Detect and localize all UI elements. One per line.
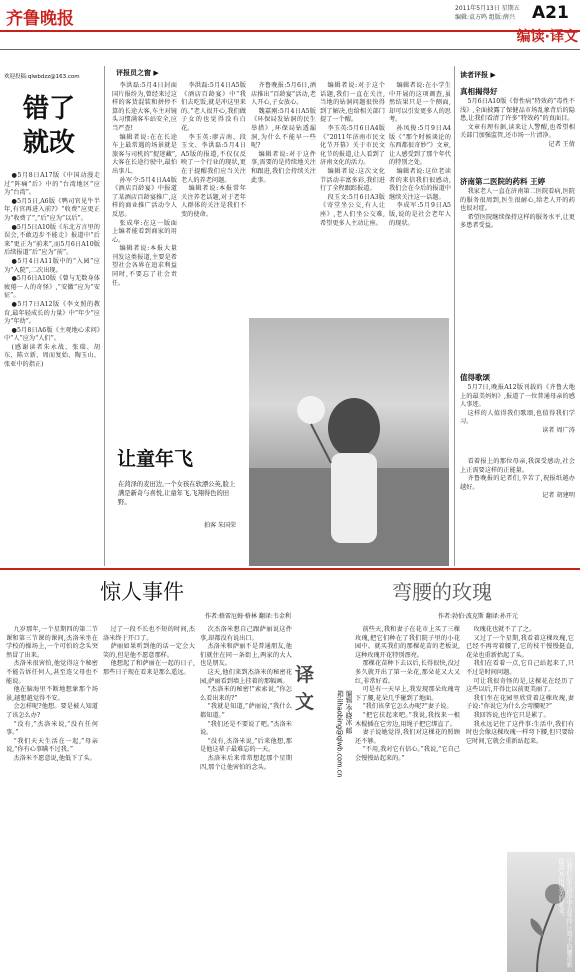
photo-title: 让童年飞 bbox=[117, 448, 194, 470]
feature-right-column-1: 前些天,我和妻子在花市上买了三棵玫瑰,把它们种在了我们院子里的小花园中。就买我们的那棵花苗的老板说,这种玫瑰开花特别漂亮。 那棵花苗种下去以后,长得很快,没过多久就开出了第一朵花,那朵花又大又红,非常好看。 可是有一天早上,我发现那朵玫瑰弯下了腰,花朵几乎碰到了地面。 “我们该拿它怎么办呢?”妻子说。 “把它扶起来吧。”我说,我找来一根木棍插在它旁边,用绳子把它绑直了。 妻子说她觉得,我们对这棵花的照顾还不够。 “不用,我对它有信心。”我说,“它自己会慢慢站起来的。” bbox=[355, 626, 460, 762]
photo-caption: 在菏泽的麦田边,一个女孩在软漂公英,脸上满是新奇与喜悦,让童年飞,飞翔得色的田野。 bbox=[118, 481, 236, 506]
corrections-list bbox=[4, 172, 100, 552]
feature-right-author: 作者:勃伯·波克斯 翻译:孙开元 bbox=[438, 613, 518, 620]
correction-item: ●5月5日,A6版《鸭司官见牛半年,有官再进入前?》“收费”应更正为“收费了”,“后”应为“以后”。 bbox=[4, 197, 100, 222]
column-divider bbox=[104, 66, 105, 566]
letter-title: 济南第二医院的药料 王婷 bbox=[460, 177, 546, 186]
photo-illustration bbox=[249, 318, 449, 566]
newspaper-logo: 齐鲁晚报 bbox=[6, 9, 74, 29]
comment-section-title: 评报员之窗 ▶ bbox=[116, 69, 159, 77]
letter-body: 5月6日A10版《骨性病“特效药”毒性不浅》,全面披露了保健品市场乱象背后的隐患,让我们看清了许多“特效药”的真面目。 文章有理有据,读来让人警醒,也希望相关部门加强监管,还市场一片清净。 记者 王倩 bbox=[460, 98, 575, 148]
letter-body: 看着报上的那位母亲,我深受感动,社会上正需要这样的正能量。 齐鲁晚报的记者们,辛苦了,祝报纸越办越好。 记者 胡建明 bbox=[460, 458, 575, 500]
feature-left-author: 作者:格雷厄姆·格林 翻译:韦金利 bbox=[205, 613, 291, 620]
correction-item: ●5月8日A6版《主观地心求问》中“人”应为“人们”。 bbox=[4, 326, 100, 343]
translation-column-label: 译文 bbox=[295, 664, 315, 713]
editor-email: 邮箱:lihaobing@qlwb.com.cn bbox=[335, 690, 352, 778]
feature-right-column-2: 玫瑰花也就不了了之。 又过了一个星期,我看着这棵玫瑰,它已经不再弯着腰了,它的枝干慢慢挺直,花朵也重新抬起了头。 我们在看着一点,它自己站起来了,只不过是时间问题。 可让我很奇怪的是,这棵花在经历了这些以后,开得比以前更美丽了。 我们坐在花园里欣赏着这棵玫瑰,妻子说:“你说它为什么会弯腰呢?” 我回答说,也许它只是累了。 我永远记住了这件事:生活中,我们有时也会像这棵玫瑰一样弯下腰,但只要给它时间,它就会重新站起来。 bbox=[466, 626, 574, 745]
feature-left-title: 惊人事件 bbox=[100, 580, 184, 604]
submission-email: 欢迎投稿:qlwbdzz@163.com bbox=[4, 74, 80, 80]
feature-left-column-2: 过了一段不长也不短的时间,杰洛米终于开口了。 萨丽如果听到他的话一定会大笑的,但是他不愿意那样。 他想起了和萨丽在一起的日子,那些日子现在看来是那么遥远。 bbox=[103, 626, 195, 676]
correction-item: ●5月8日A17版《中国动漫走过“阵痛”后》中的“台湾地区”应为“台湾”。 bbox=[4, 172, 100, 197]
letter-body: 5月7日,晚报A12版刊载的《齐鲁大地上的最美妈妈》,报道了一位普通母亲的感人事迹。 这样的人值得我们歌颂,也值得我们学习。 读者 周广涛 bbox=[460, 384, 575, 434]
rose-caption: 让我们在生活中学会等待,让弯下的腰重新挺直,开出更美的花朵。 bbox=[557, 858, 572, 968]
feature-left-column-1: 九岁那年,一个星期四的第二节课和第三节课的课间,杰洛米坐在学校的操场上,一个可怕的念头突然冒了出来。 杰洛米很害怕,他觉得这个秘密不能告诉任何人,甚至连父母也不能说。 他在脑海里不断地想象那个场景,越想越觉得不安。 会怎样呢?他想。要是被人知道了该怎么办? “没有,”杰洛米说,“没有任何事。” “我们天天生活在一起,”母亲说,“你有心事瞒不过我。” 杰洛米不愿意说,他低下了头。 bbox=[6, 626, 98, 762]
corrections-title: 错了就改 bbox=[22, 94, 75, 158]
letter-body: 我家老人一直在济南第二医院看病,医院的服务很周到,医生很耐心,给老人开的药也很对症。 希望医院继续保持这样的服务水平,让更多患者受益。 bbox=[460, 188, 575, 230]
correction-item: ●5月7日A12版《李文照的教育,最年轻成长的力量》中“年少”应为“年幼”。 bbox=[4, 300, 100, 326]
section-title: 编读·译文 bbox=[516, 29, 578, 45]
correction-item: ●5月6日A10版《曾与无数身体疲倦一人的奇怪》,“安徽”应为“安征”。 bbox=[4, 275, 100, 300]
comment-column-4: 编辑者说:对于这个话题,我们一直在关注,当地的钻洞问题很快得到了解决,也给相关部门提了一个醒。 李玉英:5月6日A4版《“2011年济南市民文化节开幕》关于市民文化节的报道,让人看到了济南文化的活力。 编辑者说:这次文化节活动丰富多彩,我们进行了全程跟踪报道。 段玉文:5月6日A3版《寄堂坐公交,有人让座》,老人们坐公交难,希望更多人主动让座。 bbox=[320, 82, 385, 227]
feature-left-column-3: 次杰洛米想自己跟萨丽说这件事,却都没有说出口。 杰洛米和萨丽不是普通朋友,他们就住在同一条街上,两家的大人也是朋友。 这天,他们来到杰洛米的秘密花园,萨丽看到墙上挂着的那幅画。 “杰洛米的秘密!”索索说,“你怎么看出来的?” “我就是知道,”萨丽说,“我什么都知道。” “我们还是不要说了吧。”杰洛米说。 “没有,杰洛米说,”后来他想,那是他这辈子最难忘的一天。 杰洛米后来常常想起那个星期四,那个让他害怕的念头。 bbox=[200, 626, 292, 771]
comment-column-1: 李洪磊:5月4日封面国片报纷为,曾经来过这样的客货混装和拼停不算的长途大客,车主对镜头习惯满客车站安全,应当严查! 编辑者说:在在长途车上最常遇的场景就是旅客与司机的“捉迷藏”,大客在长途行驶中,最怕出事儿。 孙军令:5月4日A4版《酒店百龄宴》中报道了某酒店百龄宴推广,这样的商业推广活动令人反思。 张成华:在这一版面上编者能看到商家的用心。 编辑者说:本报大量刊发这类报道,主要是希望社会各界在追求利益同时,不要忘了社会责任。 bbox=[112, 82, 177, 287]
issue-editor: 编辑:袁方鸣 组版:薛兴 bbox=[455, 14, 515, 21]
letter-title: 值得歌颂 bbox=[460, 373, 490, 382]
page-number: A21 bbox=[532, 3, 569, 23]
comment-column-3: 齐鲁晚报:5月6日,酒店推出“百龄宴”活动,老人开心,子女放心。 魏嘉刚:5月4日A5版《环保局发钻洞的民生举措》,环保局钻透漏洞,为什么不能早一些呢? 编辑者说:对于这件事,需要的是持续地关注和跟进,我们会持续关注此事。 bbox=[251, 82, 316, 184]
correction-item: ●5月4日A11版中的“入园”应为“入院”,二次出现。 bbox=[4, 257, 100, 274]
column-divider bbox=[454, 66, 455, 566]
issue-meta bbox=[455, 4, 530, 26]
correction-thanks: (感谢读者朱永战、张瑞、胡东、陈立新、周而复始、陶玉山、张亚中的指正) bbox=[4, 343, 100, 369]
girl-dandelion-photo bbox=[249, 318, 449, 566]
reader-review-title: 读者评报 ▶ bbox=[460, 71, 496, 79]
comment-column-5: 编辑者说:在小学生中开展的这项调查,虽然结果只是一个侧面,却可以引发更多人的思考。 孙凤俊:5月9日A4版《“那个时候谈论的东西都很奇妙”》文章,让人感受到了那个年代的特别之处。 编辑者说:这位老读者的来信我们很感动,我们会在今后的报道中继续关注这一话题。 李成军:5月9日A5版,说的是社会老年人的现状。 bbox=[389, 82, 451, 227]
editor-name: 编辑:李晓冰 bbox=[344, 690, 352, 726]
comment-column-2: 李洪磊:5月4日A5版《酒店百龄宴》中“我们去吃饭,就是冲这里来的。”老人很开心,我们做子女的也觉得没有白花。 李玉英:廖吉南、段玉文、李洪磊:5月4日A5版的报道,不仅仅反映了一个行业的现状,更在于提醒我们应当关注老人的养老问题。 编辑者说:本报常年关注养老话题,对于老年人群体的关注是我们不变的使命。 bbox=[181, 82, 246, 218]
correction-item: ●5月5日A10版《东北方言里的误会,不敢迈步不能走》报道中“后来”更正为“前来”,而5月6日A10版后续报道“后”应为“前”。 bbox=[4, 223, 100, 257]
issue-date: 2011年5月13日 星期五 bbox=[455, 5, 520, 12]
editor-info bbox=[316, 690, 352, 800]
photo-credit: 拍客 朱国荣 bbox=[204, 522, 236, 529]
letter-title: 真相揭得好 bbox=[460, 87, 498, 96]
feature-divider bbox=[0, 568, 580, 570]
header-rule-bottom bbox=[0, 49, 580, 50]
feature-right-title: 弯腰的玫瑰 bbox=[392, 580, 492, 604]
